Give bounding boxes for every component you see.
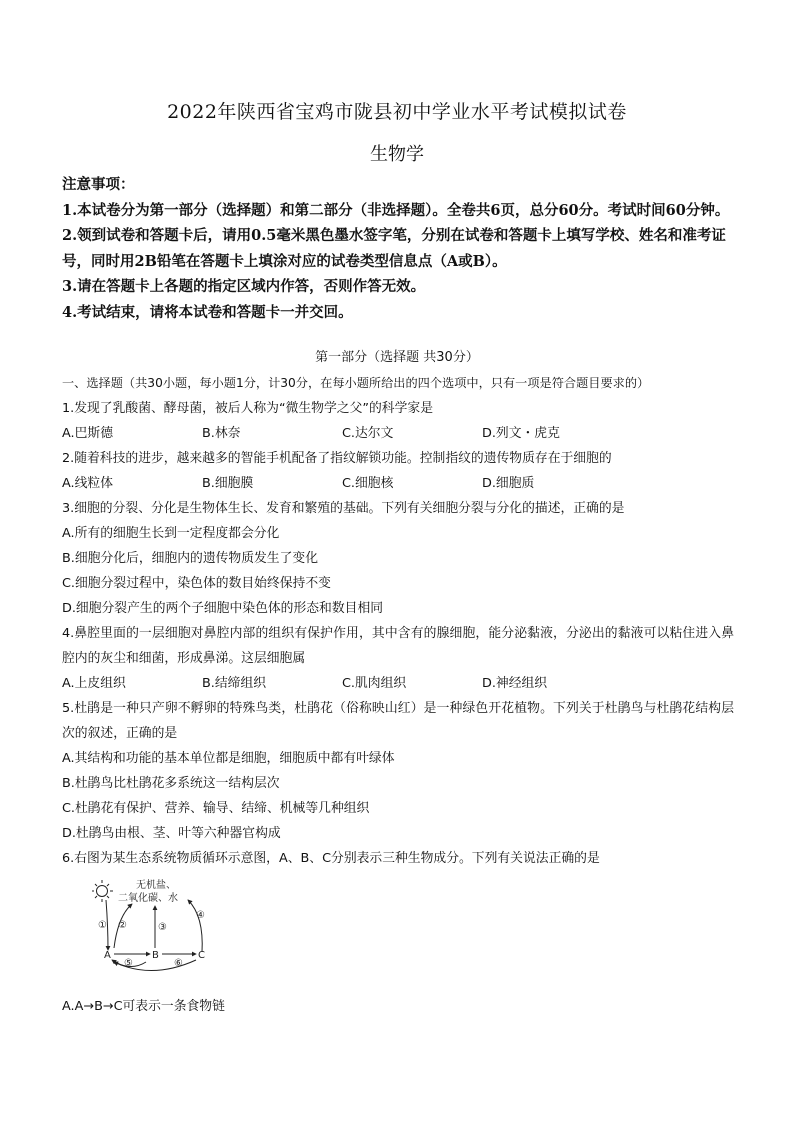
q2-option-d: D.细胞质 [482,476,535,491]
q1-option-d: D.列文・虎克 [482,426,560,441]
q3-option-d: D.细胞分裂产生的两个子细胞中染色体的形态和数目相同 [62,601,384,616]
q4-stem: 4.鼻腔里面的一层细胞对鼻腔内部的组织有保护作用，其中含有的腺细胞，能分泌黏液，分泌出的黏液可以粘住进入鼻腔内的灰尘和细菌，形成鼻涕。这层细胞属 [62,626,734,666]
q1-options [62,421,734,446]
q2-stem: 2.随着科技的进步，越来越多的智能手机配备了指纹解锁功能。控制指纹的遗传物质存在于细胞的 [62,451,612,466]
q3-option-b: B.细胞分化后，细胞内的遗传物质发生了变化 [62,551,318,566]
q2-option-c: C.细胞核 [342,476,394,491]
part1-heading: 第一部分（选择题 共30分） [315,350,479,365]
q1-option-c: C.达尔文 [342,426,394,441]
arrow-4 [188,900,202,952]
q5-option-c: C.杜鹃花有保护、营养、输导、结缔、机械等几种组织 [62,801,370,816]
exam-subject: 生物学 [370,144,424,165]
q3-option-c: C.细胞分裂过程中，染色体的数目始终保持不变 [62,576,331,591]
q6-stem: 6.右图为某生态系统物质循环示意图，A、B、C分别表示三种生物成分。下列有关说法正确的是 [62,851,600,866]
section-instructions: 一、选择题（共30小题，每小题1分，计30分，在每小题所给出的四个选项中，只有一项是符合题目要求的） [62,376,650,390]
q3-option-a: A.所有的细胞生长到一定程度都会分化 [62,526,280,541]
diagram-label-minerals: 无机盐、 [136,880,176,891]
note-item-2: 2.领到试卷和答题卡后，请用0.5毫米黑色墨水签字笔，分别在试卷和答题卡上填写学校、姓名和准考证号，同时用2B铅笔在答题卡上填涂对应的试卷类型信息点（A或B）。 [62,227,726,270]
notes-heading: 注意事项： [62,176,135,193]
diagram-label-co2-water: 二氧化碳、水 [118,893,178,904]
note-item-3: 3.请在答题卡上各题的指定区域内作答，否则作答无效。 [62,278,426,295]
questions-section [62,371,734,871]
q5-stem: 5.杜鹃是一种只产卵不孵卵的特殊鸟类，杜鹃花（俗称映山红）是一种绿色开花植物。下列关于杜鹃鸟与杜鹃花结构层次的叙述，正确的是 [62,701,734,741]
arrow-label-2: ② [118,920,127,931]
q5-option-b: B.杜鹃鸟比杜鹃花多系统这一结构层次 [62,776,280,791]
node-b: B [152,950,159,961]
q3-stem: 3.细胞的分裂、分化是生物体生长、发育和繁殖的基础。下列有关细胞分裂与分化的描述，正确的是 [62,501,625,516]
q1-option-b: B.林奈 [202,426,241,441]
exam-title: 2022年陕西省宝鸡市陇县初中学业水平考试模拟试卷 [167,101,627,123]
node-a: A [104,950,111,961]
note-item-1: 1.本试卷分为第一部分（选择题）和第二部分（非选择题）。全卷共6页，总分60分。考试时间60分钟。 [62,201,730,219]
q4-options [62,671,734,696]
q4-option-d: D.神经组织 [482,676,548,691]
q1-stem: 1.发现了乳酸菌、酵母菌，被后人称为“微生物学之父”的科学家是 [62,401,433,416]
q6-option-a: A.A→B→C可表示一条食物链 [62,999,225,1014]
arrow-label-1: ① [98,920,107,931]
arrow-label-5: ⑤ [124,958,133,969]
q4-option-a: A.上皮组织 [62,676,126,691]
q1-option-a: A.巴斯德 [62,426,113,441]
q4-option-b: B.结缔组织 [202,676,267,691]
arrow-label-6: ⑥ [174,958,183,969]
q2-option-b: B.细胞膜 [202,476,254,491]
node-c: C [198,950,205,961]
q2-options [62,471,734,496]
q5-option-d: D.杜鹃鸟由根、茎、叶等六种器官构成 [62,826,281,841]
q4-option-c: C.肌肉组织 [342,676,407,691]
note-item-4: 4.考试结束，请将本试卷和答题卡一并交回。 [62,303,353,321]
sun-icon [92,880,113,902]
material-cycle-diagram [92,876,222,976]
arrow-label-3: ③ [158,922,167,933]
q2-option-a: A.线粒体 [62,476,113,491]
notes-section [62,172,742,325]
q5-option-a: A.其结构和功能的基本单位都是细胞，细胞质中都有叶绿体 [62,751,395,766]
arrow-label-4: ④ [196,910,205,921]
